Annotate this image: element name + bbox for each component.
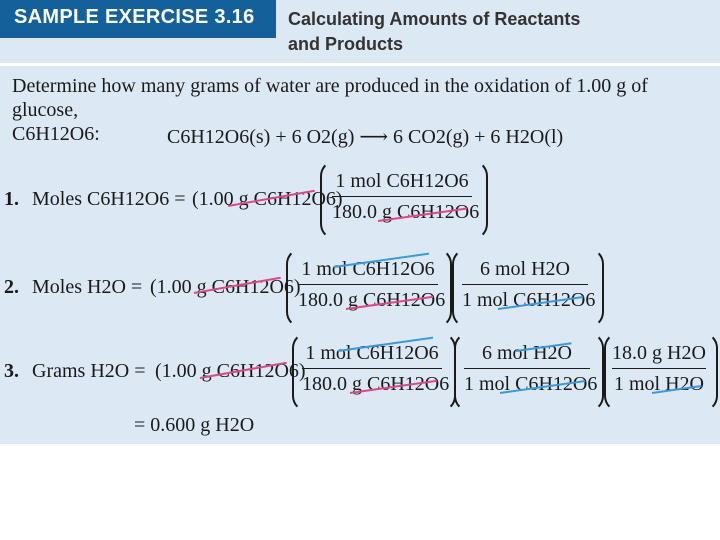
heading-line-1: Calculating Amounts of Reactants <box>288 9 581 29</box>
step-2-number: 2. <box>4 276 19 298</box>
banner-label: SAMPLE EXERCISE 3.16 <box>14 6 255 28</box>
fraction-bar <box>332 196 472 197</box>
step-3-factor-1-numerator: 1 mol C6H12O6 <box>305 342 439 364</box>
step-2-factor-1-numerator: 1 mol C6H12O6 <box>301 258 435 280</box>
fraction-bar <box>462 284 588 285</box>
fraction-bar <box>464 368 590 369</box>
step-3-factor-3 <box>612 340 706 397</box>
fraction-bar <box>612 368 706 369</box>
step-1-number: 1. <box>4 188 19 210</box>
fraction-bar <box>298 284 438 285</box>
step-1-close-paren <box>472 160 488 240</box>
step-1-factor-1-denominator: 180.0 g C6H12O6 <box>332 201 480 223</box>
step-3-factor-3-numerator: 18.0 g H2O <box>612 342 706 364</box>
step-3-factor-3-denominator: 1 mol H2O <box>614 373 704 395</box>
prompt-line-1: Determine how many grams of water are produced in the oxidation of 1.00 g of glucose, <box>12 75 648 121</box>
step-3-number: 3. <box>4 360 19 382</box>
step-3-close-paren-2 <box>588 332 604 412</box>
step-2-given: (1.00 g C6H12O6) <box>150 276 301 298</box>
step-2-close-paren-1 <box>436 248 452 328</box>
step-1-label: Moles C6H12O6 = <box>32 188 186 210</box>
step-2-factor-1-denominator: 180.0 g C6H12O6 <box>298 289 446 311</box>
exercise-heading <box>288 7 580 57</box>
step-2-label: Moles H2O = <box>32 276 143 298</box>
step-2-factor-2-numerator: 6 mol H2O <box>480 258 570 280</box>
step-3-close-paren-3 <box>702 332 718 412</box>
step-1-given: (1.00 g C6H12O6) <box>192 188 343 210</box>
step-3-label: Grams H2O = <box>32 360 146 382</box>
step-2-close-paren-2 <box>588 248 604 328</box>
step-3-given: (1.00 g C6H12O6) <box>155 360 306 382</box>
step-3-factor-2-numerator: 6 mol H2O <box>482 342 572 364</box>
prompt-line-2: C6H12O6: <box>12 123 100 145</box>
divider <box>0 63 720 66</box>
step-1-factor-1-numerator: 1 mol C6H12O6 <box>335 170 469 192</box>
step-3-factor-2-denominator: 1 mol C6H12O6 <box>464 373 598 395</box>
final-result: = 0.600 g H2O <box>134 414 255 436</box>
step-3-factor-1-denominator: 180.0 g C6H12O6 <box>302 373 450 395</box>
exercise-banner <box>0 0 276 38</box>
balanced-equation: C6H12O6(s) + 6 O2(g) ⟶ 6 CO2(g) + 6 H2O(l) <box>167 126 564 148</box>
heading-line-2: and Products <box>288 34 404 54</box>
fraction-bar <box>302 368 442 369</box>
step-2-factor-2-denominator: 1 mol C6H12O6 <box>462 289 596 311</box>
